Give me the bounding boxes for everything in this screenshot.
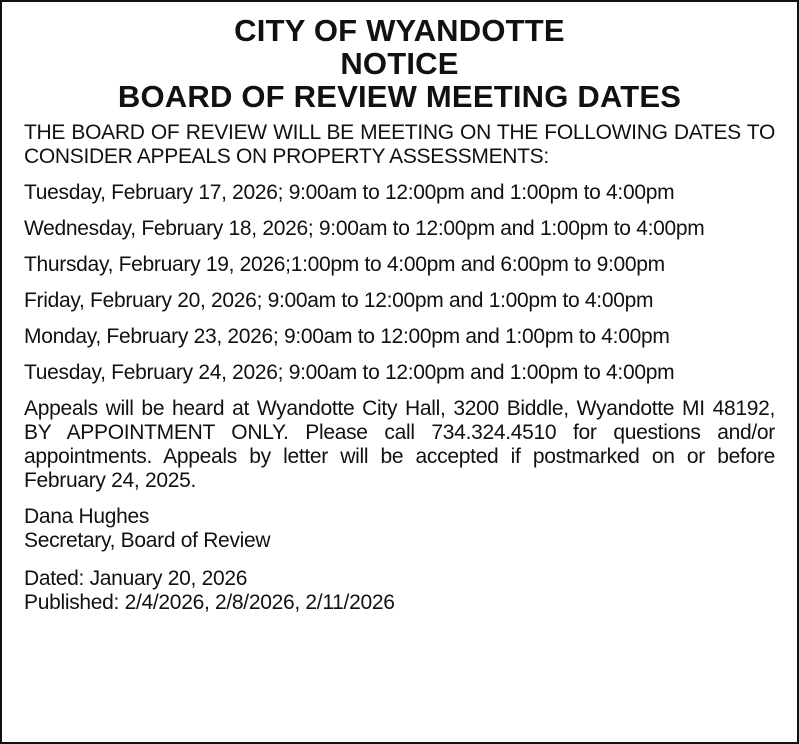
- signatory-title: Secretary, Board of Review: [24, 529, 271, 552]
- city-heading: CITY OF WYANDOTTE: [234, 13, 565, 48]
- meeting-date-1: Tuesday, February 17, 2026; 9:00am to 12:00pm and 1:00pm to 4:00pm: [24, 181, 675, 204]
- intro-paragraph: THE BOARD OF REVIEW WILL BE MEETING ON THE FOLLOWING DATES TO CONSIDER APPEALS ON PROPERTY ASSESSMENTS:: [24, 121, 775, 168]
- meeting-date-3: Thursday, February 19, 2026;1:00pm to 4:00pm and 6:00pm to 9:00pm: [24, 253, 665, 276]
- notice-heading: NOTICE: [340, 46, 459, 81]
- meeting-date-5: Monday, February 23, 2026; 9:00am to 12:00pm and 1:00pm to 4:00pm: [24, 325, 670, 348]
- dated-line: Dated: January 20, 2026: [24, 567, 248, 590]
- meeting-date-6: Tuesday, February 24, 2026; 9:00am to 12:00pm and 1:00pm to 4:00pm: [24, 361, 675, 384]
- signatory-name: Dana Hughes: [24, 505, 150, 528]
- appeals-paragraph: Appeals will be heard at Wyandotte City Hall, 3200 Biddle, Wyandotte MI 48192, BY APPOINTMENT ONLY. Please call 734.324.4510 for questions and/or appointments. Appeals by letter will be accepted if postmarked on or before February 24, 2025.: [24, 397, 775, 492]
- meeting-date-2: Wednesday, February 18, 2026; 9:00am to 12:00pm and 1:00pm to 4:00pm: [24, 217, 705, 240]
- signature-block: [24, 505, 775, 553]
- published-line: Published: 2/4/2026, 2/8/2026, 2/11/2026: [24, 591, 395, 614]
- notice-header: [24, 14, 775, 113]
- meeting-date-4: Friday, February 20, 2026; 9:00am to 12:00pm and 1:00pm to 4:00pm: [24, 289, 654, 312]
- dated-block: [24, 567, 775, 615]
- notice-title: BOARD OF REVIEW MEETING DATES: [117, 79, 682, 114]
